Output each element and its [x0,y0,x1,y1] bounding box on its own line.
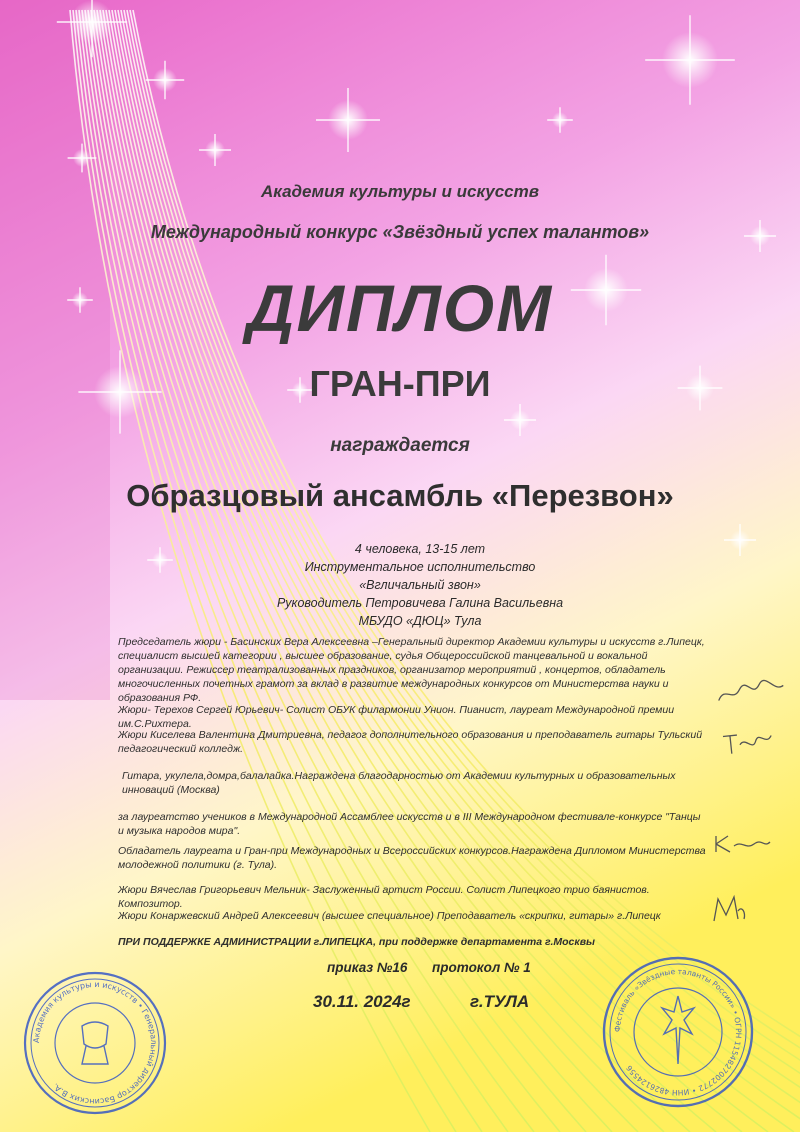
issue-city: г.ТУЛА [470,992,530,1011]
issue-date: 30.11. 2024г [313,992,411,1011]
stamp-right [598,952,758,1112]
jury-member: Жюри Конаржевский Андрей Алексеевич (высшее специальное) Преподаватель «скрипки, гитары» г.Липецк [118,910,661,922]
signature-terekhov [719,727,777,763]
academy-title: Академия культуры и искусств [260,182,540,201]
jury-member: Жюри Киселева Валентина Дмитриевна, педагог дополнительного образования и преподаватель гитары Тульский педагогический колледж. [118,729,703,755]
signature-melnik [708,893,748,929]
contest-title: Международный конкурс «Звёздный успех талантов» [150,222,650,242]
svg-text:Фестиваль «Звёздные таланты Ро: Фестиваль «Звёздные таланты России» • ОГРН 1154827002772 • ИНН 4826124556 [612,966,744,1098]
jury-chair: Председатель жюри - Басинских Вера Алексеевна –Генеральный директор Академии культуры и искусств г.Липецк, специалист высшей категории , высшее образование, судья Общероссийской танцевальной и вокальной организации. Режиссер театрализованных праздников, организатор мероприятий , концертов, обладатель многочисленных почетных грамот за вклад в развитие международных конкурсов от Министерства науки и образования РФ. [118,636,705,704]
protocol-number: протокол № 1 [432,960,531,975]
recipient-name: Образцовый ансамбль «Перезвон» [126,478,674,513]
diploma-title: ДИПЛОМ [246,271,554,345]
award-title: ГРАН-ПРИ [309,363,491,404]
jury-member-note: Гитара, укулела,домра,балалайка.Награждена благодарностью от Академии культурных и образовательных инноваций (Москва) [122,770,676,796]
detail-line: Инструментальное исполнительство [304,560,536,574]
awarded-label: награждается [330,435,470,456]
detail-line: МБУДО «ДЮЦ» Тула [358,614,482,628]
jury-member: Жюри- Терехов Сергей Юрьевич- Солист ОБУК филармонии Унион. Пианист, лауреат Международной премии им.С.Рихтера. [118,704,675,730]
signature-kiseleva [712,832,772,858]
stamp-left [20,968,170,1118]
detail-line: 4 человека, 13-15 лет [354,542,486,556]
detail-line: «Вгличальный звон» [359,578,481,592]
svg-text:Академия культуры и искусств •: Академия культуры и искусств • Генеральный директор Басинских В.А. [31,979,159,1107]
order-number: приказ №16 [327,960,408,975]
detail-line: Руководитель Петровичева Галина Васильевна [276,596,564,610]
jury-member: Жюри Вячеслав Григорьевич Мельник- Заслуженный артист России. Солист Липецкого трио баянистов. Композитор. [118,884,650,910]
jury-member-note: Обладатель лауреата и Гран-при Международных и Всероссийских конкурсов.Награждена Дипломом Министерства молодежной политики (г. Тула). [118,845,706,871]
jury-member-note: за лауреатство учеников в Международной Ассамблее искусств и в III Международном фестивале-конкурсе "Танцы и музыка народов мира". [118,811,701,837]
support-note: ПРИ ПОДДЕРЖКЕ АДМИНИСТРАЦИИ г.ЛИПЕЦКА, при поддержке департамента г.Москвы [118,936,596,948]
